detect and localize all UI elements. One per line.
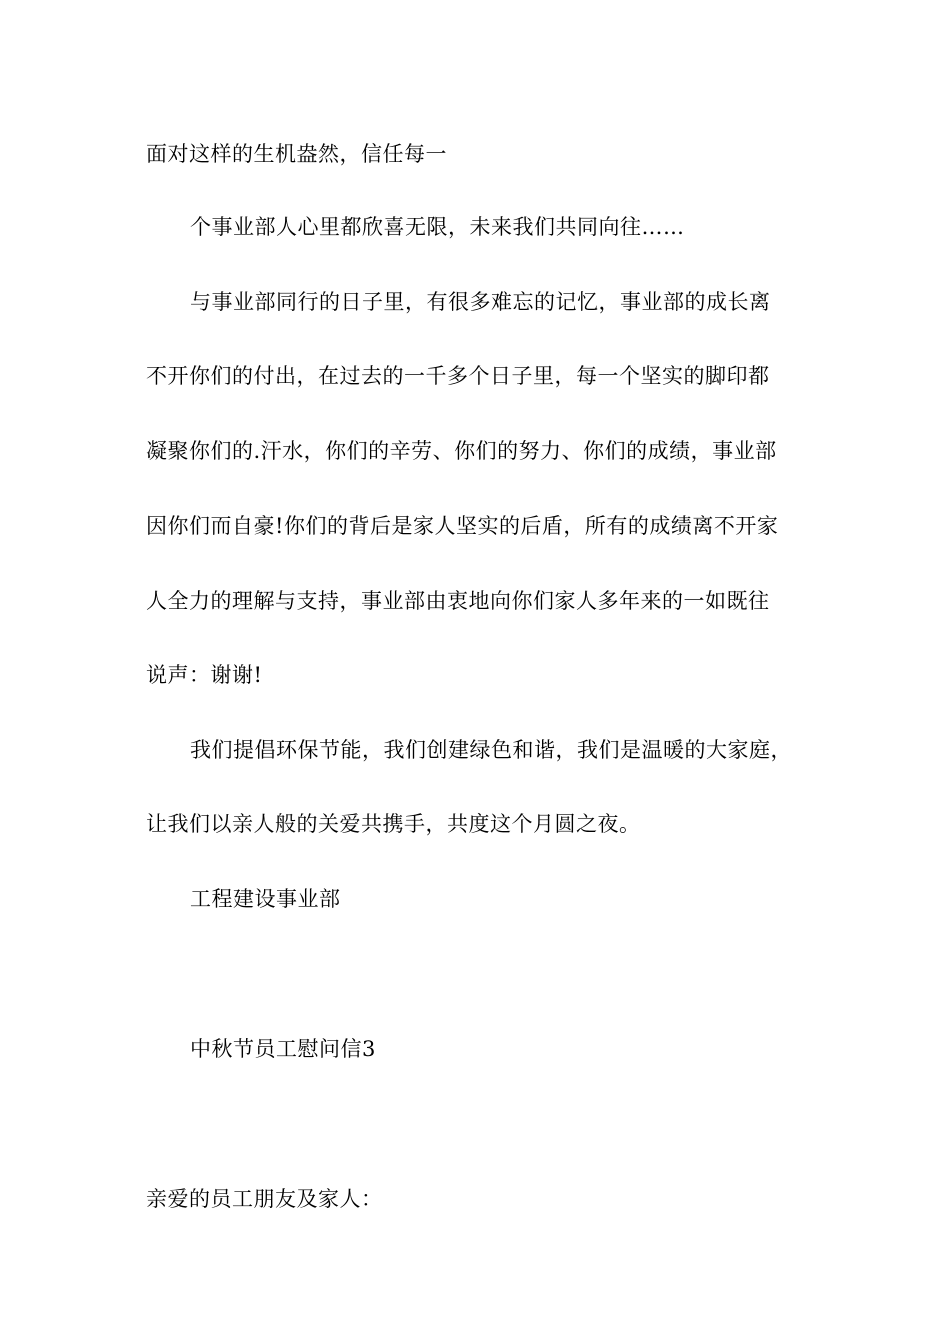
paragraph-line-6: 因你们而自豪!你们的背后是家人坚实的后盾，所有的成绩离不开家 xyxy=(146,514,779,538)
signature-line: 工程建设事业部 xyxy=(190,887,341,911)
letter-title: 中秋节员工慰问信3 xyxy=(190,1037,376,1061)
paragraph-line-5: 凝聚你们的.汗水，你们的辛劳、你们的努力、你们的成绩，事业部 xyxy=(146,439,777,463)
paragraph-line-10: 让我们以亲人般的关爱共携手，共度这个月圆之夜。 xyxy=(146,812,641,836)
paragraph-line-7: 人全力的理解与支持，事业部由衷地向你们家人多年来的一如既往 xyxy=(146,589,770,613)
paragraph-line-8: 说声：谢谢! xyxy=(146,663,263,687)
salutation-line: 亲爱的员工朋友及家人： xyxy=(146,1187,383,1211)
paragraph-line-9: 我们提倡环保节能，我们创建绿色和谐，我们是温暖的大家庭， xyxy=(190,738,792,762)
paragraph-line-4: 不开你们的付出，在过去的一千多个日子里，每一个坚实的脚印都 xyxy=(146,364,770,388)
paragraph-line-3: 与事业部同行的日子里，有很多难忘的记忆，事业部的成长离 xyxy=(190,290,771,314)
paragraph-line-1: 面对这样的生机盎然，信任每一 xyxy=(146,142,447,166)
paragraph-line-2: 个事业部人心里都欣喜无限，未来我们共同向往…… xyxy=(190,215,685,239)
